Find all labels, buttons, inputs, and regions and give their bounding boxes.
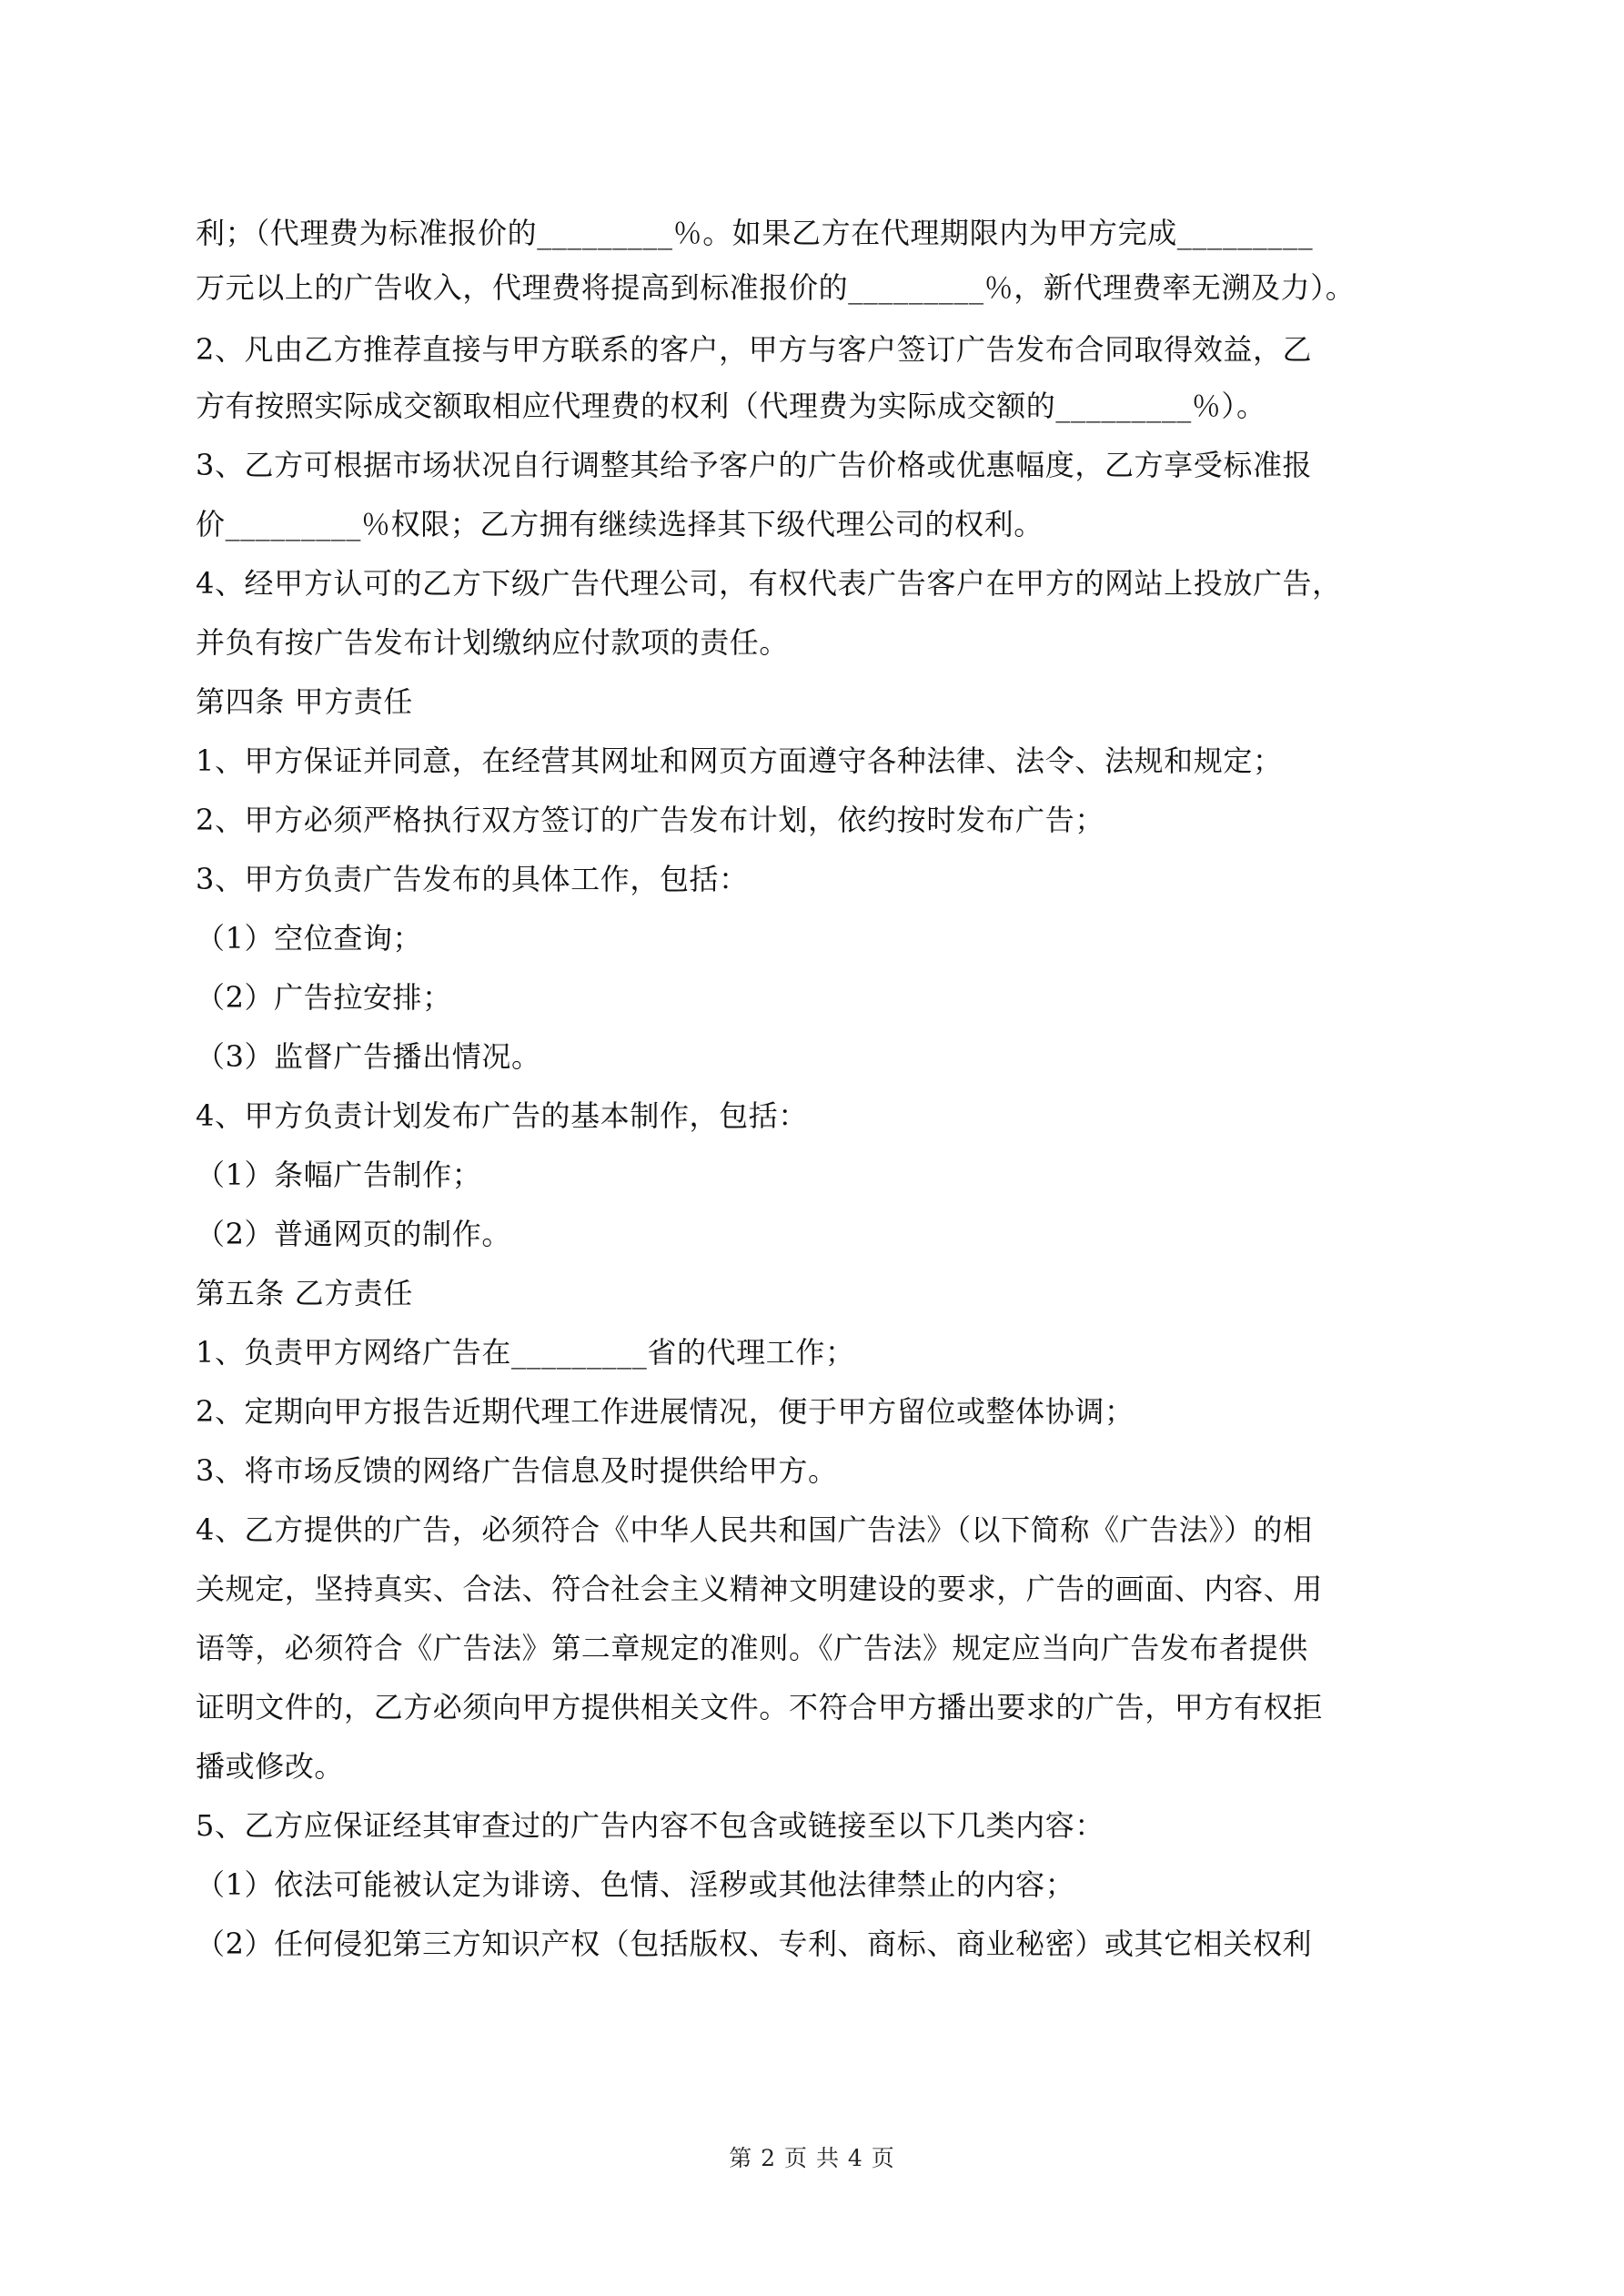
text-line: 2、甲方必须严格执行双方签订的广告发布计划，依约按时发布广告；	[196, 803, 1105, 837]
text-line: （2）普通网页的制作。	[196, 1217, 511, 1251]
text-line: 万元以上的广告收入，代理费将提高到标准报价的_________％，新代理费率无溯及力）。	[196, 270, 1356, 305]
text-line: （2）任何侵犯第三方知识产权（包括版权、专利、商标、商业秘密）或其它相关权利	[196, 1927, 1313, 1961]
text-line: （3）监督广告播出情况。	[196, 1039, 541, 1074]
text-line: 3、乙方可根据市场状况自行调整其给予客户的广告价格或优惠幅度，乙方享受标准报	[196, 448, 1313, 482]
text-line: 播或修改。	[196, 1749, 345, 1784]
text-line: 并负有按广告发布计划缴纳应付款项的责任。	[196, 625, 790, 660]
text-line: （1）条幅广告制作；	[196, 1158, 482, 1192]
text-line: 5、乙方应保证经其审查过的广告内容不包含或链接至以下几类内容：	[196, 1808, 1105, 1843]
text-line: 价_________％权限；乙方拥有继续选择其下级代理公司的权利。	[196, 507, 1044, 541]
text-line: 1、甲方保证并同意，在经营其网址和网页方面遵守各种法律、法令、法规和规定；	[196, 743, 1283, 778]
text-line: （2）广告拉安排；	[196, 980, 452, 1015]
text-line: 语等，必须符合《广告法》第二章规定的准则。《广告法》规定应当向广告发布者提供	[196, 1631, 1308, 1665]
text-line: 关规定，坚持真实、合法、符合社会主义精神文明建设的要求，广告的画面、内容、用	[196, 1572, 1323, 1606]
text-line: 利；（代理费为标准报价的_________％。如果乙方在代理期限内为甲方完成_________	[196, 216, 1314, 250]
text-line: 2、凡由乙方推荐直接与甲方联系的客户，甲方与客户签订广告发布合同取得效益，乙	[196, 332, 1313, 367]
text-line: 方有按照实际成交额取相应代理费的权利（代理费为实际成交额的_________％）。	[196, 389, 1266, 423]
section-heading: 第五条 乙方责任	[196, 1276, 413, 1310]
text-line: 3、将市场反馈的网络广告信息及时提供给甲方。	[196, 1453, 838, 1488]
text-line: 证明文件的，乙方必须向甲方提供相关文件。不符合甲方播出要求的广告，甲方有权拒	[196, 1690, 1323, 1725]
text-line: 4、经甲方认可的乙方下级广告代理公司，有权代表广告客户在甲方的网站上投放广告，	[196, 566, 1342, 601]
text-line: （1）依法可能被认定为诽谤、色情、淫秽或其他法律禁止的内容；	[196, 1867, 1075, 1902]
text-line: 4、乙方提供的广告，必须符合《中华人民共和国广告法》（以下简称《广告法》）的相	[196, 1512, 1313, 1547]
text-line: （1）空位查询；	[196, 921, 423, 956]
text-line: 3、甲方负责广告发布的具体工作，包括：	[196, 862, 749, 896]
text-line: 1、负责甲方网络广告在_________省的代理工作；	[196, 1335, 855, 1370]
page-number-footer: 第 2 页 共 4 页	[729, 2145, 895, 2171]
text-line: 2、定期向甲方报告近期代理工作进展情况，便于甲方留位或整体协调；	[196, 1394, 1135, 1429]
section-heading: 第四条 甲方责任	[196, 684, 413, 719]
text-line: 4、甲方负责计划发布广告的基本制作，包括：	[196, 1098, 808, 1133]
